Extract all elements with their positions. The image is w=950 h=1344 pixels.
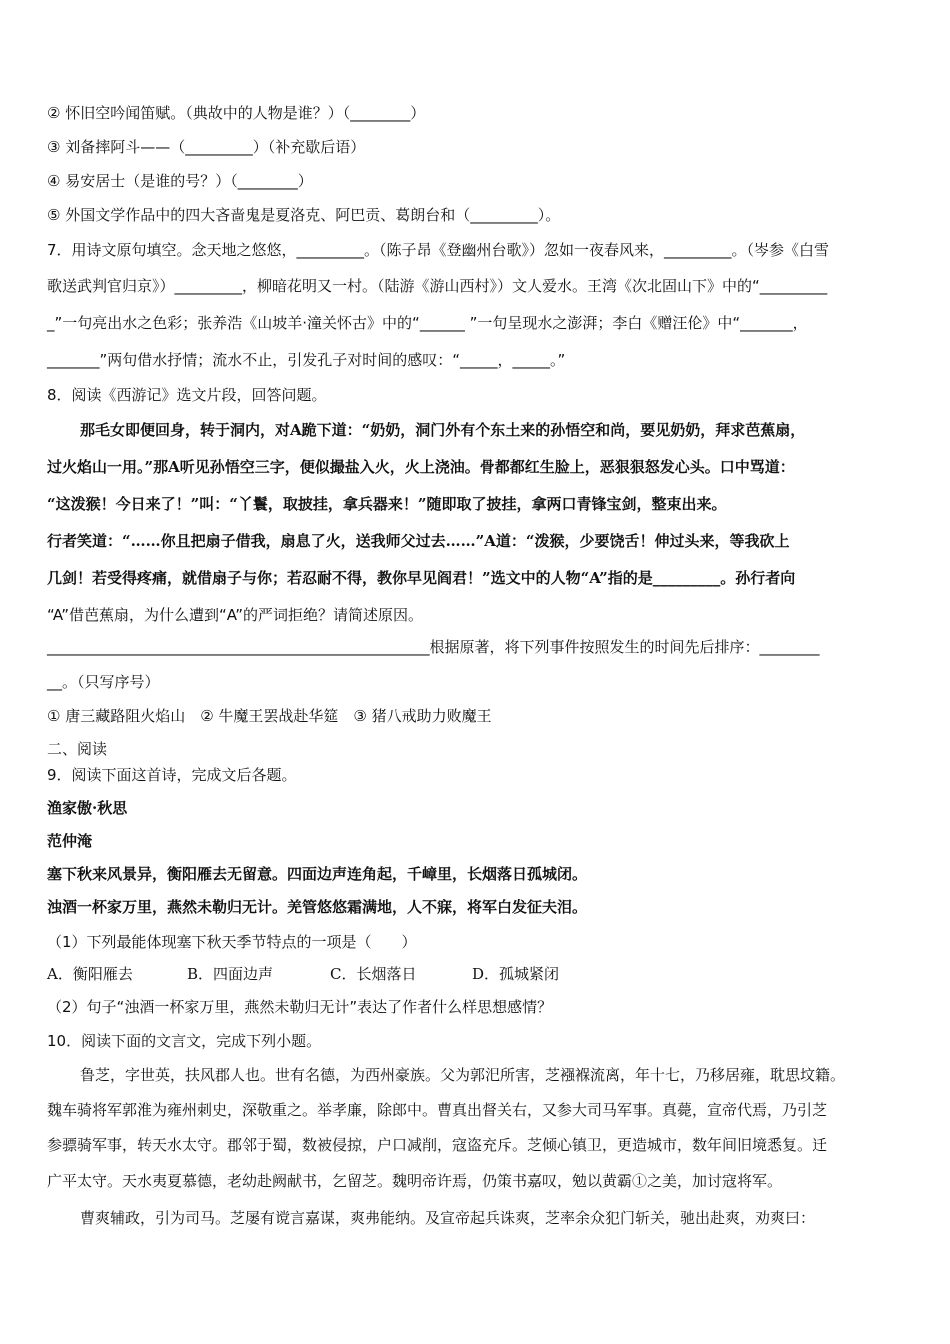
passage-line-1: 那毛女即便回身，转于洞内，对A跪下道：“奶奶，洞门外有个东土来的孙悟空和尚，要见奶奶，拜求芭蕉扇， <box>80 421 806 439</box>
poem-line-2: 浊酒一杯家万里，燕然未勒归无计。羌管悠悠霜满地，人不寐，将军白发征夫泪。 <box>47 898 588 916</box>
classical-line-4: 广平太守。天水夷夏慕德，老幼赴阙献书，乞留芝。魏明帝许焉，仍策书嘉叹，勉以黄霸①之美，加讨寇将军。 <box>47 1172 783 1190</box>
passage-line-6: “A”借芭蕉扇，为什么遭到“A”的严词拒绝？请简述原因。 <box>47 606 423 624</box>
classical-line-5: 曹爽辅政，引为司马。芝屡有谠言嘉谋，爽弗能纳。及宣帝起兵诛爽，芝率余众犯门斩关，驰出赴爽，劝爽曰： <box>80 1209 816 1227</box>
question-7-line-4: _______”两句借水抒情；流水不止，引发孔子对时间的感叹：“_____，_____。” <box>47 351 566 369</box>
question-9-heading: 9．阅读下面这首诗，完成文后各题。 <box>47 766 297 784</box>
option-a: A．衡阳雁去 <box>47 965 133 983</box>
sub-question-4: ④ 易安居士（是谁的号？）（________） <box>47 172 313 190</box>
poem-line-1: 塞下秋来风景异，衡阳雁去无留意。四面边声连角起，千嶂里，长烟落日孤城闭。 <box>47 865 588 883</box>
section-2-heading: 二、阅读 <box>47 740 108 758</box>
question-8-heading: 8．阅读《西游记》选文片段，回答问题。 <box>47 386 327 404</box>
question-9-1-options <box>47 963 607 985</box>
passage-line-4: 行者笑道：“……你且把扇子借我，扇息了火，送我师父过去……”A道：“泼猴，少要饶舌！伸过头来，等我砍上 <box>47 532 790 550</box>
classical-line-3: 参骠骑军事，转天水太守。郡邻于蜀，数被侵掠，户口减削，寇盗充斥。芝倾心镇卫，更造城市，数年间旧境悉复。迁 <box>47 1136 828 1154</box>
question-7-line-3: _”一句亮出水之色彩；张养浩《山坡羊·潼关怀古》中的“______ ”一句呈现水之澎湃；李白《赠汪伦》中“_______， <box>47 314 808 332</box>
question-7-line-1: 7．用诗文原句填空。念天地之悠悠，_________。（陈子昂《登幽州台歌》）忽如一夜春风来，_________。（岑参《白雪 <box>47 241 830 259</box>
question-7-line-2: 歌送武判官归京》）_________，柳暗花明又一村。（陆游《游山西村》）文人爱水。王湾《次北固山下》中的“_________ <box>47 277 828 295</box>
sub-question-3: ③ 刘备摔阿斗——（_________）（补充歇后语） <box>47 138 366 156</box>
passage-line-5: 几剑！若受得疼痛，就借扇子与你；若忍耐不得，教你早见阎君！”选文中的人物“A”指的是_________。孙行者向 <box>47 569 796 587</box>
poem-title: 渔家傲·秋思 <box>47 799 128 817</box>
answer-line: ___________________________________________________根据原著，将下列事件按照发生的时间先后排序：________ <box>47 638 820 656</box>
option-b: B．四面边声 <box>187 965 274 983</box>
passage-line-3: “这泼猴！今日来了！”叫：“丫鬟，取披挂，拿兵器来！”随即取了披挂，拿两口青锋宝剑，整束出来。 <box>47 495 727 513</box>
option-d: D．孤城紧闭 <box>472 965 560 983</box>
poem-author: 范仲淹 <box>47 832 93 850</box>
question-9-1: （1）下列最能体现塞下秋天季节特点的一项是（ ） <box>47 933 417 951</box>
option-c: C．长烟落日 <box>330 965 417 983</box>
passage-line-2: 过火焰山一用。”那A听见孙悟空三字，便似撮盐入火，火上浇油。骨都都红生脸上，恶狠狠怒发心头。口中骂道： <box>47 458 795 476</box>
event-list: ① 唐三藏路阻火焰山 ② 牛魔王罢战赴华筵 ③ 猪八戒助力败魔王 <box>47 707 492 725</box>
answer-line-tail: __。（只写序号） <box>47 673 160 691</box>
sub-question-5: ⑤ 外国文学作品中的四大吝啬鬼是夏洛克、阿巴贡、葛朗台和（_________）。 <box>47 206 561 224</box>
classical-line-2: 魏车骑将军郭淮为雍州刺史，深敬重之。举孝廉，除郎中。曹真出督关右，又参大司马军事。真薨，宣帝代焉，乃引芝 <box>47 1101 828 1119</box>
classical-line-1: 鲁芝，字世英，扶风郡人也。世有名德，为西州豪族。父为郭汜所害，芝襁褓流离，年十七，乃移居雍，耽思坟籍。 <box>80 1066 846 1084</box>
question-9-2: （2）句子“浊酒一杯家万里，燕然未勒归无计”表达了作者什么样思想感情？ <box>47 998 553 1016</box>
question-10-heading: 10．阅读下面的文言文，完成下列小题。 <box>47 1032 322 1050</box>
sub-question-2: ② 怀旧空吟闻笛赋。（典故中的人物是谁？）（________） <box>47 104 426 122</box>
